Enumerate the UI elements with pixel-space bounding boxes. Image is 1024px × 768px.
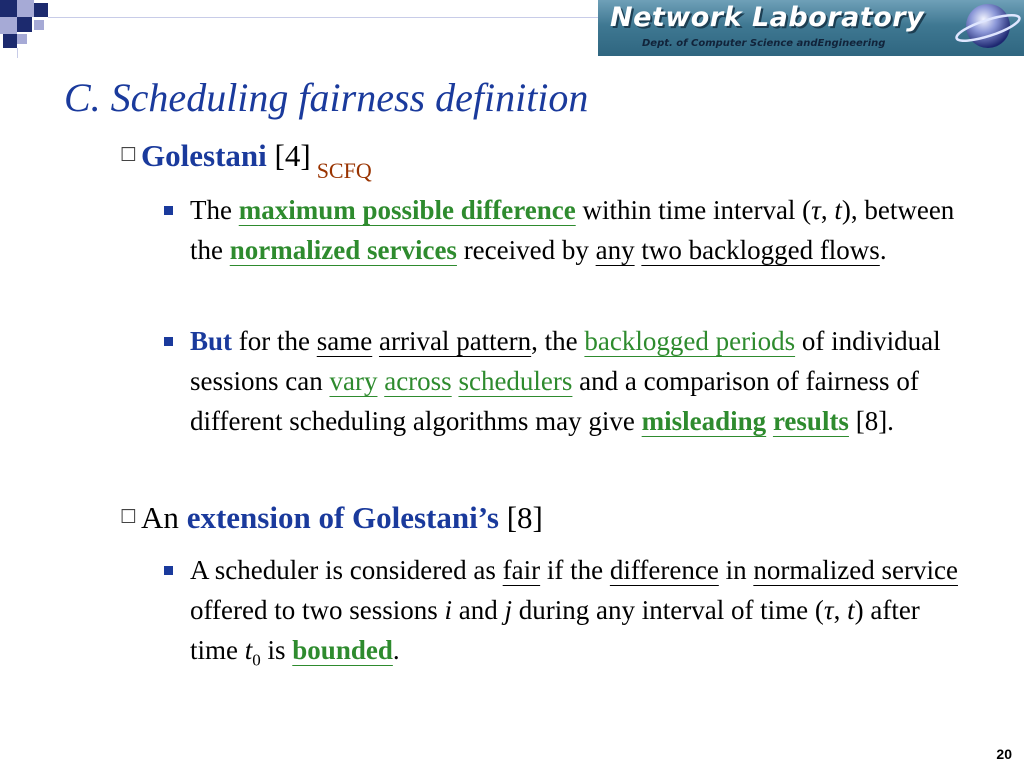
section-heading-golestani: [120, 138, 372, 189]
filled-square-bullet-icon: [164, 566, 173, 575]
filled-square-bullet-icon: [164, 337, 173, 346]
logo-subtitle: Dept. of Computer Science andEngineering: [642, 38, 886, 49]
hollow-square-bullet-icon: ☐: [120, 144, 138, 166]
heading-extension: extension of Golestani’s: [186, 500, 499, 535]
network-laboratory-logo: [598, 0, 1024, 56]
bullet-text: The maximum possible difference within time interval (τ, t), between the normalized services received by any two backlogged flows.: [190, 195, 955, 265]
hollow-square-bullet-icon: ☐: [120, 506, 138, 528]
slide-title: C. Scheduling fairness definition: [64, 75, 589, 120]
section-heading-extension: ☐ An extension of Golestani’s [8]: [120, 500, 543, 535]
scfq-tag: SCFQ: [316, 158, 372, 183]
page-number: 20: [996, 746, 1012, 762]
logo-title: Network Laboratory: [610, 2, 925, 33]
bullet-item: [164, 321, 964, 441]
heading-golestani: Golestani: [141, 138, 267, 173]
heading-ref: [4]: [266, 138, 311, 173]
heading-ref: [8]: [498, 500, 543, 535]
bullet-item: [164, 190, 964, 270]
filled-square-bullet-icon: [164, 206, 173, 215]
planet-logo: [953, 0, 1023, 56]
bullet-text: But for the same arrival pattern, the backlogged periods of individual sessions can vary across schedulers and a comparison of fairness of different scheduling algorithms may give misleading results [8].: [190, 326, 941, 436]
bullet-text: A scheduler is considered as fair if the difference in normalized service offered to two sessions i and j during any interval of time (τ, t) after time $t_0$ is bounded.: [190, 555, 958, 670]
bullet-item: [164, 550, 964, 680]
